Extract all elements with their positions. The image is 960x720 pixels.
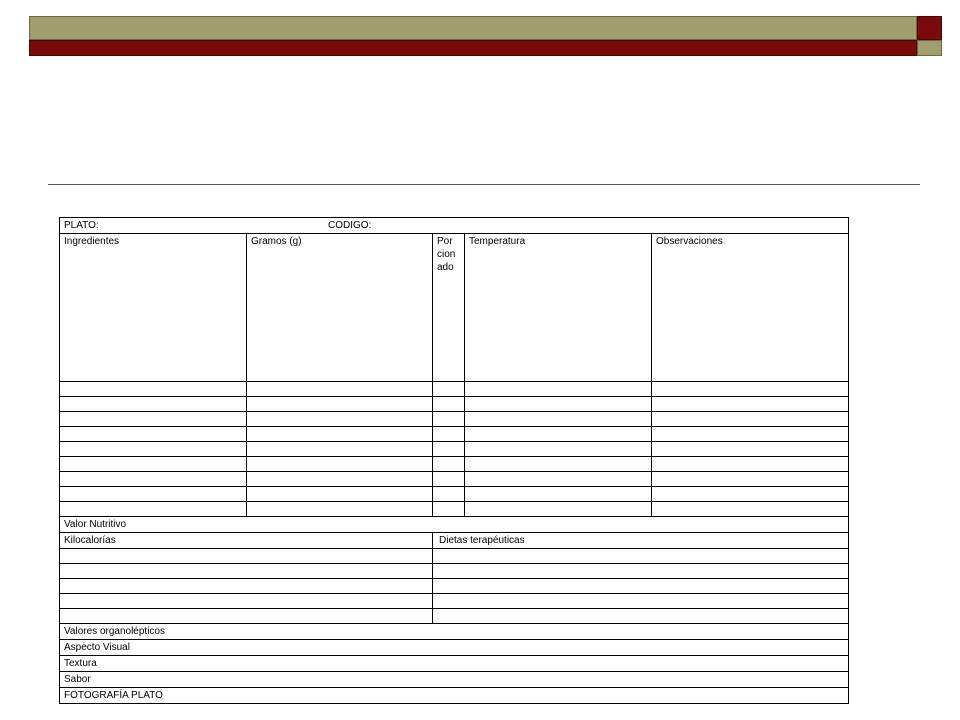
cell[interactable] [465,397,652,412]
cell[interactable] [433,579,849,594]
cell[interactable] [433,442,465,457]
cell[interactable] [652,442,849,457]
cell[interactable] [465,382,652,397]
header-olive-bar [29,16,917,40]
cell[interactable] [433,457,465,472]
cell[interactable] [60,442,247,457]
ingredient-row [60,442,849,457]
cell[interactable] [433,427,465,442]
cell[interactable] [433,502,465,517]
header-olive-square [917,40,942,56]
fotografia-row [60,688,849,704]
ingredient-row [60,487,849,502]
kcal-dietas-row [60,594,849,609]
ingredient-row [60,412,849,427]
ingredient-row [60,382,849,397]
plato-row [60,218,849,234]
cell[interactable] [247,427,433,442]
cell[interactable] [652,457,849,472]
cell[interactable] [60,457,247,472]
col-gramos[interactable]: Gramos (g) [247,234,433,382]
cell[interactable] [60,594,433,609]
cell[interactable] [652,427,849,442]
sabor-label[interactable]: Sabor [60,672,849,688]
cell[interactable] [60,382,247,397]
kcal-dietas-header-row [60,533,849,549]
cell[interactable] [247,457,433,472]
aspecto-visual-label[interactable]: Aspecto Visual [60,640,849,656]
cell[interactable] [652,397,849,412]
cell[interactable] [433,594,849,609]
cell[interactable] [247,487,433,502]
valor-nutritivo-row [60,517,849,533]
cell[interactable] [433,412,465,427]
cell[interactable] [465,427,652,442]
column-header-row [60,234,849,382]
ingredient-row [60,397,849,412]
cell[interactable] [433,564,849,579]
ingredient-row [60,457,849,472]
cell[interactable] [465,502,652,517]
aspecto-visual-row [60,640,849,656]
cell[interactable] [652,472,849,487]
cell[interactable] [247,397,433,412]
cell[interactable] [465,487,652,502]
cell[interactable] [247,382,433,397]
cell[interactable] [60,472,247,487]
cell[interactable] [60,609,433,624]
cell[interactable] [247,412,433,427]
ingredient-row [60,472,849,487]
col-porcionado[interactable]: Por cion ado [433,234,465,382]
col-temperatura[interactable]: Temperatura [465,234,652,382]
valores-organolepticos-label[interactable]: Valores organolépticos [60,624,849,640]
recipe-form-table [59,217,849,704]
cell[interactable] [60,397,247,412]
divider-line [48,184,920,185]
kcal-dietas-row [60,564,849,579]
kcal-dietas-row [60,579,849,594]
sabor-row [60,672,849,688]
textura-label[interactable]: Textura [60,656,849,672]
cell[interactable] [433,382,465,397]
cell[interactable] [433,609,849,624]
col-observaciones[interactable]: Observaciones [652,234,849,382]
cell[interactable] [247,442,433,457]
fotografia-label[interactable]: FOTOGRAFÍA PLATO [60,688,849,704]
kcal-dietas-row [60,609,849,624]
col-ingredientes[interactable]: Ingredientes [60,234,247,382]
ingredient-row [60,502,849,517]
cell[interactable] [652,382,849,397]
dietas-label[interactable]: Dietas terapéuticas [433,533,849,549]
valor-nutritivo-label[interactable]: Valor Nutritivo [60,517,849,533]
cell[interactable] [60,412,247,427]
cell[interactable] [465,472,652,487]
kilocalorias-label[interactable]: Kilocalorías [60,533,433,549]
cell[interactable] [465,442,652,457]
cell[interactable] [60,564,433,579]
cell[interactable] [652,412,849,427]
cell[interactable] [652,502,849,517]
textura-row [60,656,849,672]
cell[interactable] [465,412,652,427]
cell[interactable] [433,487,465,502]
cell[interactable] [433,549,849,564]
header-red-bar [29,40,917,56]
header-red-square [917,16,942,40]
kcal-dietas-row [60,549,849,564]
cell[interactable] [60,427,247,442]
cell[interactable] [652,487,849,502]
cell[interactable] [60,579,433,594]
plato-cell[interactable] [60,218,849,234]
cell[interactable] [247,472,433,487]
ingredient-row [60,427,849,442]
valores-organolepticos-row [60,624,849,640]
cell[interactable] [60,549,433,564]
cell[interactable] [465,457,652,472]
codigo-label: CODIGO: [328,220,372,231]
cell[interactable] [433,397,465,412]
cell[interactable] [433,472,465,487]
cell[interactable] [247,502,433,517]
cell[interactable] [60,487,247,502]
cell[interactable] [60,502,247,517]
plato-label: PLATO: [64,220,99,231]
